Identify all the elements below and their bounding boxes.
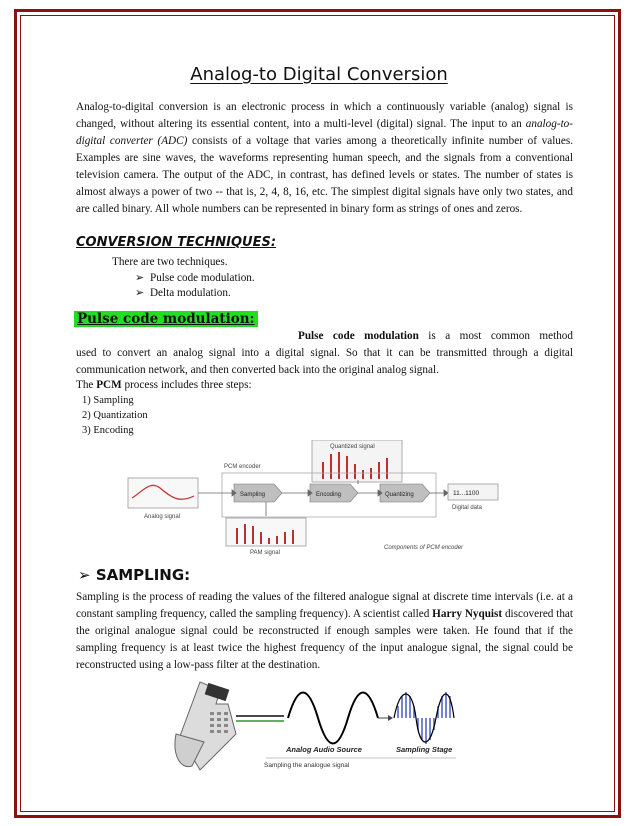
sampling-block-label: Sampling	[240, 492, 266, 498]
conversion-intro: There are two techniques.	[112, 256, 228, 268]
pcm-step-3: 3) Encoding	[82, 425, 134, 436]
telephone-icon	[175, 682, 236, 770]
digital-output-value: 11...1100	[453, 490, 480, 497]
pcm-line1: Pulse code modulation is a most common method	[298, 330, 573, 342]
sampling-figure	[170, 674, 470, 776]
sampling-heading: ➢ SAMPLING:	[78, 566, 191, 584]
pcm-encoder-diagram	[126, 440, 506, 556]
sampling-figure-caption: Sampling the analogue signal	[264, 762, 350, 769]
pcm-step-1: 1) Sampling	[82, 395, 134, 406]
sampling-stage-label: Sampling Stage	[396, 745, 453, 754]
pcm-heading: Pulse code modulation:	[74, 311, 258, 327]
sampled-bars	[398, 692, 450, 744]
page-title: Analog-to Digital Conversion	[190, 64, 448, 85]
adc-term: analog-to-digital converter (ADC)	[76, 118, 573, 147]
pam-signal-label: PAM signal	[250, 550, 280, 556]
arrow-bullet-icon: ➢	[135, 287, 145, 299]
analog-signal-label: Analog signal	[144, 514, 181, 520]
quantized-signal-label: Quantized signal	[330, 444, 375, 450]
pcm-encoder-label: PCM encoder	[224, 464, 261, 470]
technique-item-2: ➢ Delta modulation.	[135, 287, 231, 299]
conversion-techniques-heading: CONVERSION TECHNIQUES:	[76, 235, 277, 250]
nyquist-name: Harry Nyquist	[432, 608, 503, 620]
pcm-step-2: 2) Quantization	[82, 410, 148, 421]
pcm-diagram-caption: Components of PCM encoder	[384, 545, 464, 551]
digital-data-label: Digital data	[452, 505, 483, 511]
sampling-paragraph: Sampling is the process of reading the values of the filtered analogue signal at discrete time intervals (i.e. at a constant sampling frequency, called the sampling frequency). A scientist called Harry Nyquist discovered that the original analogue signal could be reconstructed if enough samples were taken. He found that if the sampling frequency is at least twice the highest frequency of the input analogue signal, the signal could be reconstructed using a low-pass filter at the destination.	[76, 591, 574, 671]
encoding-block-label: Encoding	[316, 492, 342, 498]
intro-paragraph: Analog-to-digital conversion is an electronic process in which a continuously variable (analog) signal is changed, without altering its essential content, into a multi-level (digital) signal. The input to an analog-to-digital converter (ADC) consists of a voltage that varies among a theoretically infinite number of values. Examples are sine waves, the waveforms representing human speech, and the signals from a conventional television camera. The output of the ADC, in contrast, has defined levels or states. The number of states is almost always a power of two -- that is, 2, 4, 8, 16, etc. The simplest digital signals have only two states, and are called binary. All whole numbers can be represented in binary form as strings of ones and zeros.	[76, 101, 574, 215]
analog-source-label: Analog Audio Source	[286, 745, 362, 754]
arrow-bullet-icon: ➢	[78, 566, 91, 584]
pcm-steps-intro: The PCM process includes three steps:	[76, 379, 252, 391]
quantizing-block-label: Quantizing	[385, 492, 414, 498]
arrow-bullet-icon: ➢	[135, 272, 145, 284]
technique-item-1: ➢ Pulse code modulation.	[135, 272, 255, 284]
pcm-paragraph: used to convert an analog signal into a digital signal. So that it can be transmitted through a digital communication network, and then converted back into the original analog signal.	[76, 347, 573, 376]
analog-sine-wave	[288, 693, 378, 744]
